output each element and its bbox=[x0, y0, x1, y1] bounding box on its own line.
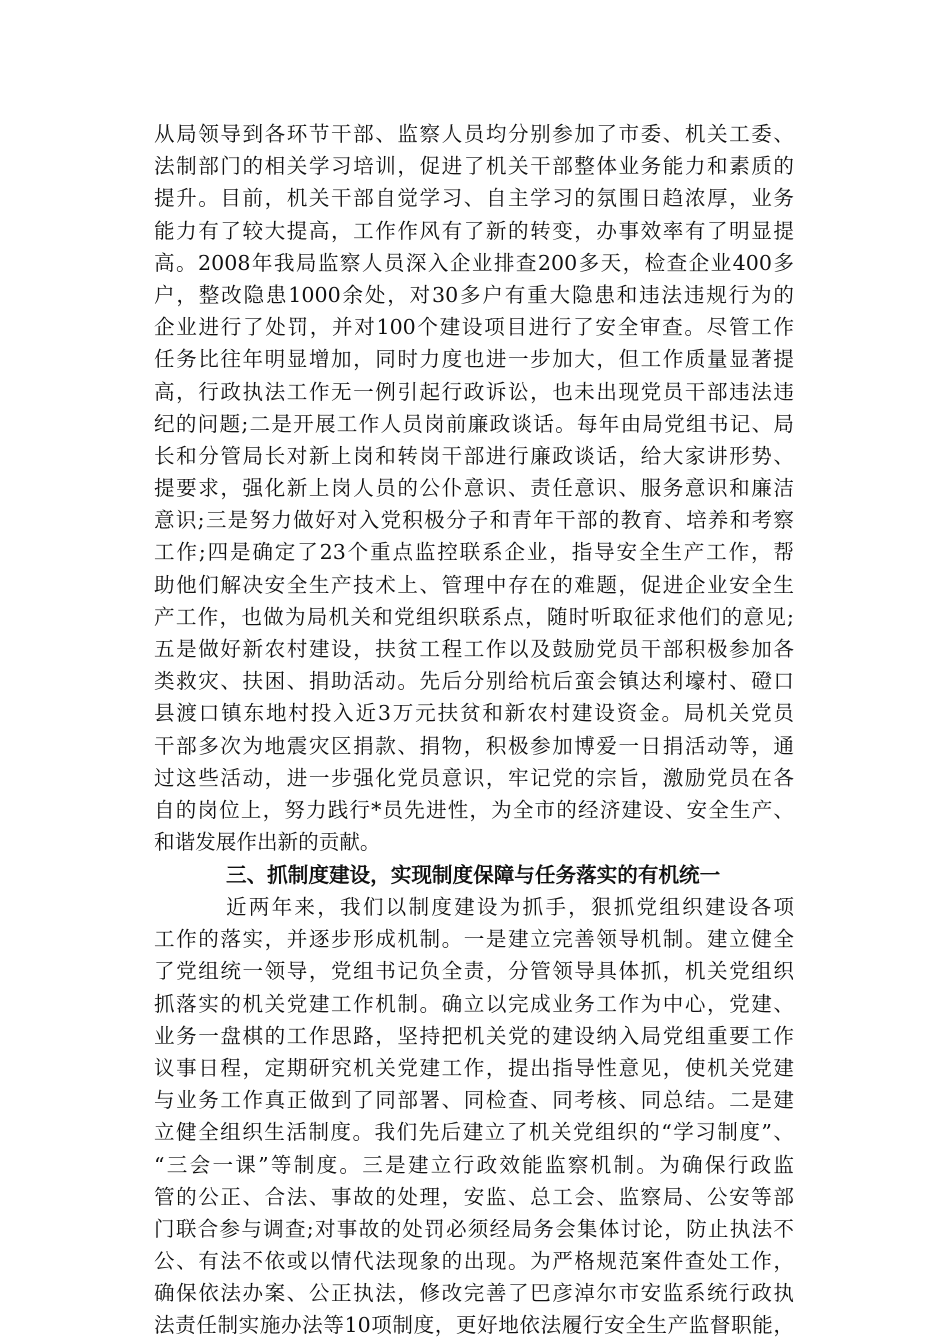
text-line: 议事日程，定期研究机关党建工作，提出指导性意见，使机关党建 bbox=[154, 1055, 794, 1080]
text-line: 了党组统一领导，党组书记负全责，分管领导具体抓，机关党组织 bbox=[154, 959, 794, 984]
text-line: 高。2008年我局监察人员深入企业排查200多天，检查企业400多 bbox=[154, 250, 794, 275]
text-line: 干部多次为地震灾区捐款、捐物，积极参加博爱一日捐活动等，通 bbox=[154, 733, 794, 758]
text-line: 纪的问题;二是开展工作人员岗前廉政谈话。每年由局党组书记、局 bbox=[154, 411, 794, 436]
text-line: 产工作，也做为局机关和党组织联系点，随时听取征求他们的意见; bbox=[154, 604, 794, 629]
text-line: 公、有法不依或以情代法现象的出现。为严格规范案件查处工作， bbox=[154, 1249, 794, 1274]
text-line: 五是做好新农村建设，扶贫工程工作以及鼓励党员干部积极参加各 bbox=[154, 637, 794, 661]
text-line: 工作的落实，并逐步形成机制。一是建立完善领导机制。建立健全 bbox=[154, 927, 794, 952]
section-heading: 三、抓制度建设，实现制度保障与任务落实的有机统一 bbox=[226, 863, 721, 887]
text-line: 与业务工作真正做到了同部署、同检查、同考核、同总结。二是建 bbox=[154, 1088, 794, 1113]
text-line: 门联合参与调查;对事故的处罚必须经局务会集体讨论，防止执法不 bbox=[154, 1216, 794, 1241]
text-line: 能力有了较大提高，工作作风有了新的转变，办事效率有了明显提 bbox=[154, 218, 794, 243]
text-line: 意识;三是努力做好对入党积极分子和青年干部的教育、培养和考察 bbox=[154, 508, 794, 533]
text-line: 抓落实的机关党建工作机制。确立以完成业务工作为中心，党建、 bbox=[154, 991, 794, 1016]
text-line: 县渡口镇东地村投入近3万元扶贫和新农村建设资金。局机关党员 bbox=[154, 701, 794, 726]
text-line: 类救灾、扶困、捐助活动。先后分别给杭后蛮会镇达利壕村、磴口 bbox=[154, 669, 794, 694]
paragraph-system-building bbox=[154, 891, 794, 1342]
text-line: 高，行政执法工作无一例引起行政诉讼，也未出现党员干部违法违 bbox=[154, 379, 794, 404]
text-line: 和谐发展作出新的贡献。 bbox=[154, 830, 381, 855]
paragraph-party-building-activities bbox=[154, 118, 794, 858]
text-line: 自的岗位上，努力践行*员先进性，为全市的经济建设、安全生产、 bbox=[154, 797, 794, 822]
text-line: 法责任制实施办法等10项制度，更好地依法履行安全生产监督职能， bbox=[154, 1313, 794, 1338]
text-line: 企业进行了处罚，并对100个建设项目进行了安全审查。尽管工作 bbox=[154, 315, 794, 340]
text-line: 业务一盘棋的工作思路，坚持把机关党的建设纳入局党组重要工作 bbox=[154, 1023, 794, 1048]
text-line: 助他们解决安全生产技术上、管理中存在的难题，促进企业安全生 bbox=[154, 572, 794, 597]
text-line: 户，整改隐患1000余处，对30多户有重大隐患和违法违规行为的 bbox=[154, 282, 794, 307]
text-line: 从局领导到各环节干部、监察人员均分别参加了市委、机关工委、 bbox=[154, 122, 794, 146]
text-line: 提升。目前，机关干部自觉学习、自主学习的氛围日趋浓厚，业务 bbox=[154, 186, 794, 211]
text-line: 法制部门的相关学习培训，促进了机关干部整体业务能力和素质的 bbox=[154, 154, 794, 179]
text-line: 任务比往年明显增加，同时力度也进一步加大，但工作质量显著提 bbox=[154, 347, 794, 372]
text-line: 确保依法办案、公正执法，修改完善了巴彦淖尔市安监系统行政执 bbox=[154, 1281, 794, 1306]
text-line: 过这些活动，进一步强化党员意识，牢记党的宗旨，激励党员在各 bbox=[154, 765, 794, 790]
text-line: 立健全组织生活制度。我们先后建立了机关党组织的“学习制度”、 bbox=[154, 1120, 794, 1145]
text-line: 工作;四是确定了23个重点监控联系企业，指导安全生产工作，帮 bbox=[154, 540, 794, 565]
text-line: 提要求，强化新上岗人员的公仆意识、责任意识、服务意识和廉洁 bbox=[154, 476, 794, 501]
text-line: 近两年来，我们以制度建设为抓手，狠抓党组织建设各项 bbox=[226, 895, 794, 919]
text-line: 长和分管局长对新上岗和转岗干部进行廉政谈话，给大家讲形势、 bbox=[154, 443, 794, 468]
text-line: “三会一课”等制度。三是建立行政效能监察机制。为确保行政监 bbox=[154, 1152, 794, 1177]
text-line: 管的公正、合法、事故的处理，安监、总工会、监察局、公安等部 bbox=[154, 1184, 794, 1209]
